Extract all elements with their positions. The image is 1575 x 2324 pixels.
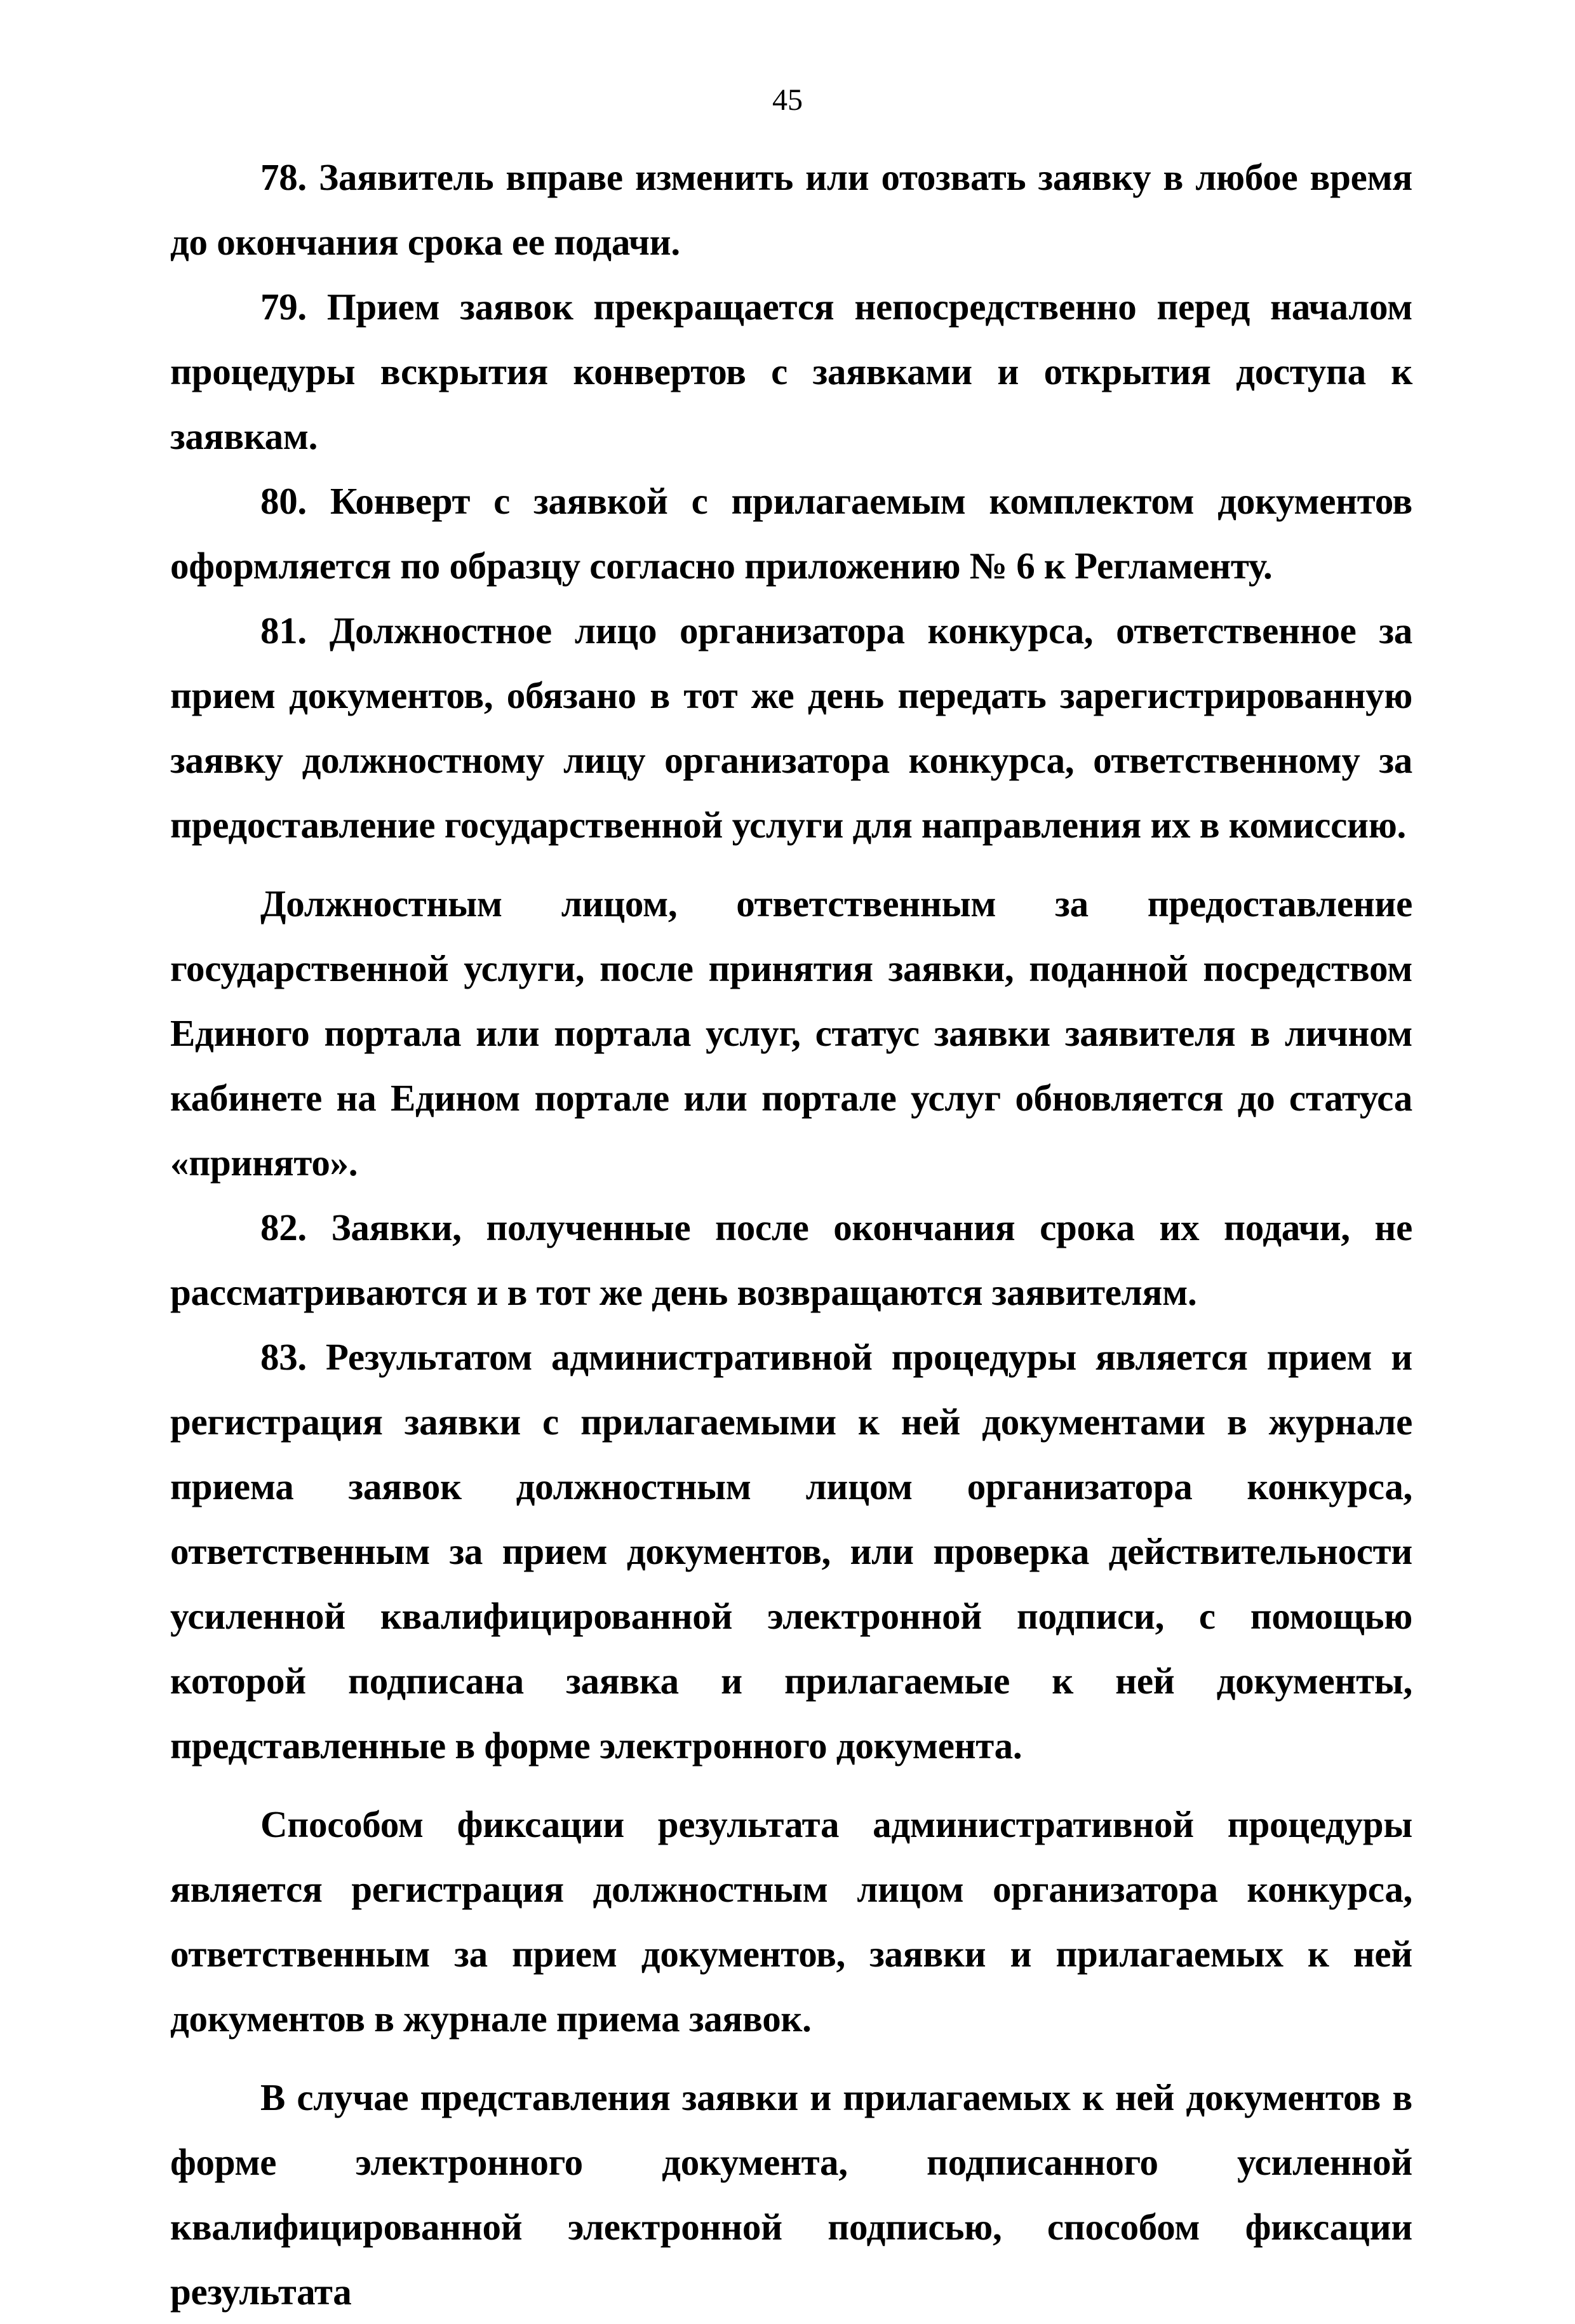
paragraph-78: 78. Заявитель вправе изменить или отозвать заявку в любое время до окончания срока ее подачи. bbox=[170, 156, 1412, 263]
page-number: 45 bbox=[772, 83, 803, 117]
paragraph-81: 81. Должностное лицо организатора конкурса, ответственное за прием документов, обязано в тот же день передать зарегистрированную заявку должностному лицу организатора конкурса, ответственному за предоставление государственной услуги для направления их в комиссию. bbox=[170, 610, 1412, 846]
paragraph-81-status: Должностным лицом, ответственным за предоставление государственной услуги, после принятия заявки, поданной посредством Единого портала или портала услуг, статус заявки заявителя в личном кабинете на Едином портале или портале услуг обновляется до статуса «принято». bbox=[170, 883, 1412, 1184]
paragraph-83-fixation: Способом фиксации результата административной процедуры является регистрация должностным лицом организатора конкурса, ответственным за прием документов, заявки и прилагаемых к ней документов в журнале приема заявок. bbox=[170, 1803, 1412, 2040]
paragraph-83: 83. Результатом административной процедуры является прием и регистрация заявки с прилагаемыми к ней документами в журнале приема заявок должностным лицом организатора конкурса, ответственным за прием документов, или проверка действительности усиленной квалифицированной электронной подписи, с помощью которой подписана заявка и прилагаемые к ней документы, представленные в форме электронного документа. bbox=[170, 1336, 1412, 1766]
paragraph-79: 79. Прием заявок прекращается непосредственно перед началом процедуры вскрытия конвертов с заявками и открытия доступа к заявкам. bbox=[170, 286, 1412, 457]
paragraph-80: 80. Конверт с заявкой с прилагаемым комплектом документов оформляется по образцу согласно приложению № 6 к Регламенту. bbox=[170, 480, 1412, 587]
paragraph-83-electronic: В случае представления заявки и прилагаемых к ней документов в форме электронного документа, подписанного усиленной квалифицированной электронной подписью, способом фиксации результата bbox=[170, 2076, 1412, 2313]
paragraph-82: 82. Заявки, полученные после окончания срока их подачи, не рассматриваются и в тот же день возвращаются заявителям. bbox=[170, 1206, 1412, 1313]
document-body bbox=[170, 145, 1412, 2324]
